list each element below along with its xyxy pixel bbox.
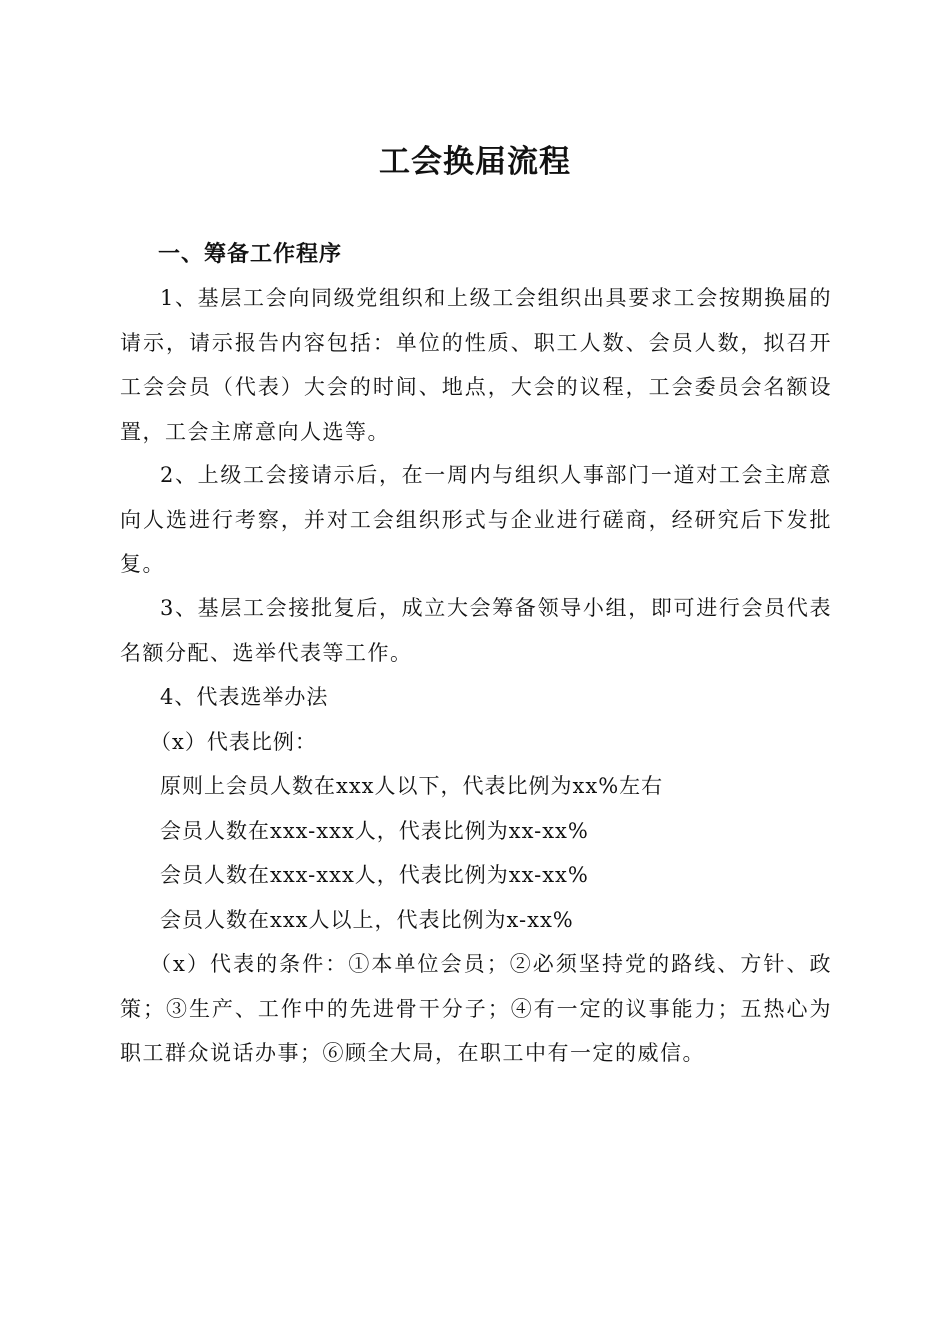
paragraph-2: 2、上级工会接请示后，在一周内与组织人事部门一道对工会主席意向人选进行考察，并对工会组织形式与企业进行磋商，经研究后下发批复。 [120, 463, 832, 576]
ratio-line-3: 会员人数在xxx-xxx人，代表比例为xx-xx% [160, 863, 589, 887]
paragraph-4: 4、代表选举办法 [160, 685, 329, 709]
document-title: 工会换届流程 [379, 144, 571, 180]
paragraph-3: 3、基层工会接批复后，成立大会筹备领导小组，即可进行会员代表名额分配、选举代表等工作。 [120, 596, 832, 665]
paragraph-10: （x）代表的条件：①本单位会员；②必须坚持党的路线、方针、政策；③生产、工作中的先进骨干分子；④有一定的议事能力；五热心为职工群众说话办事；⑥顾全大局，在职工中有一定的威信。 [120, 952, 832, 1065]
ratio-line-2: 会员人数在xxx-xxx人，代表比例为xx-xx% [160, 819, 589, 843]
section-heading: 一、筹备工作程序 [158, 242, 343, 267]
paragraph-1: 1、基层工会向同级党组织和上级工会组织出具要求工会按期换届的请示，请示报告内容包括：单位的性质、职工人数、会员人数，拟召开工会会员（代表）大会的时间、地点，大会的议程，工会委员会名额设置，工会主席意向人选等。 [120, 286, 832, 444]
ratio-line-4: 会员人数在xxx人以上，代表比例为x-xx% [160, 908, 574, 932]
ratio-line-1: 原则上会员人数在xxx人以下，代表比例为xx%左右 [160, 774, 664, 798]
paragraph-5: （x）代表比例： [150, 730, 317, 754]
